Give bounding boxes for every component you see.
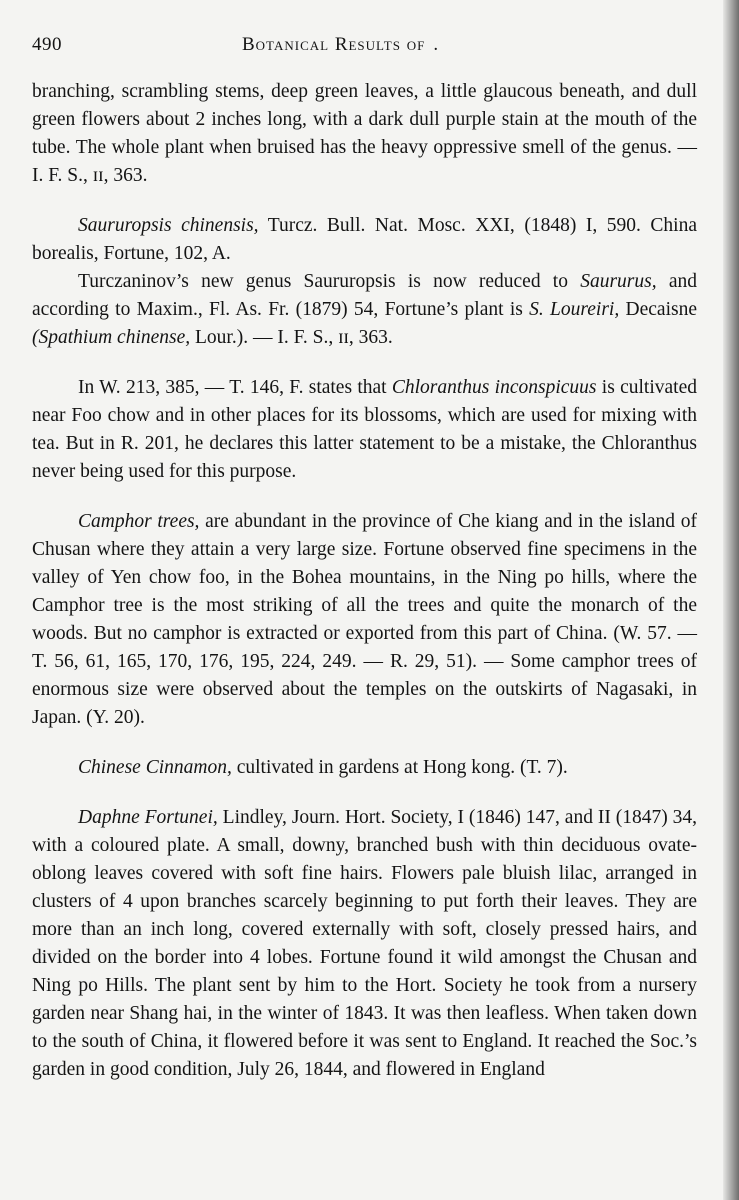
paragraph-daphne-fortunei (32, 804, 697, 1084)
page-number: 490 (32, 34, 62, 55)
species-name: Chloranthus inconspicuus (391, 377, 597, 398)
paragraph-text: Lour.). — I. F. S., ɪɪ, 363. (190, 327, 393, 348)
paragraph-text: In W. 213, 385, — T. 146, F. states that (78, 377, 392, 398)
paragraph-text: and according to Maxim., Fl. As. Fr. (1879) 54, Fortune’s plant is (32, 271, 698, 320)
species-name: (Spathium chinense, (32, 327, 191, 348)
paragraph-text: are abundant in the province of Che kiang and in the island of Chusan where they attain a very large size. Fortune observed fine specimens in the valley of Yen chow foo, in the Bohea mountains, in the Ning po hills, where the Camphor tree is the most striking of all the trees and quite the monarch of the woods. But no camphor is extracted or exported from this part of China. (W. 57. — T. 56, 61, 165, 170, 176, 195, 224, 249. — R. 29, 51). — Some camphor trees of enormous size were observed about the temples on the outskirts of Nagasaki, in Japan. (Y. 20). (32, 511, 697, 728)
paragraph-saururopsis-note (32, 268, 697, 352)
paragraph-saururopsis (32, 212, 697, 268)
running-head-dot: . (433, 34, 439, 55)
paragraph-text: Lindley, Journ. Hort. Society, I (1846) 147, and II (1847) 34, with a coloured plate. A small, downy, branched bush with thin deciduous ovate-oblong leaves covered with soft fine hairs. Flowers pale bluish lilac, arranged in clusters of 4 upon branches scarcely beginning to put forth their leaves. They are more than an inch long, covered externally with soft, closely pressed hairs, and divided on the border into 4 lobes. Fortune found it wild amongst the Chusan and Ning po Hills. The plant sent by him to the Hort. Society he took from a nursery garden near Shang hai, in the winter of 1843. It was then leafless. When taken down to the south of China, it flowered before it was sent to England. It reached the Soc.’s garden in good condition, July 26, 1844, and flowered in England (32, 807, 698, 1080)
page-header (32, 34, 697, 56)
species-name: Daphne Fortunei, (78, 807, 218, 828)
page-edge-shadow (723, 0, 739, 1200)
species-name: Saururus, (580, 271, 657, 292)
paragraph-text: is cultivated near Foo chow and in other places for its blossoms, which are used for mixing with tea. But in R. 201, he declares this latter statement to be a mistake, the Chloranthus never being used for this purpose. (32, 377, 697, 482)
species-name: Chinese Cinnamon, (78, 757, 232, 778)
species-name: S. Loureiri, (529, 299, 620, 320)
paragraph-chinese-cinnamon (32, 754, 697, 782)
paragraph-chloranthus (32, 374, 697, 486)
paragraph-text: branching, scrambling stems, deep green leaves, a little glaucous beneath, and dull green flowers about 2 inches long, with a dark dull purple stain at the mouth of the tube. The whole plant when bruised has the heavy oppressive smell of the genus. — I. F. S., ɪɪ, 363. (32, 81, 697, 186)
paragraph-camphor-trees (32, 508, 697, 732)
paragraph-text: Turczaninov’s new genus Saururopsis is now reduced to (78, 271, 581, 292)
species-name: Saururopsis chinensis, (78, 215, 259, 236)
species-name: Camphor trees, (78, 511, 200, 532)
paragraph-text: cultivated in gardens at Hong kong. (T. 7). (231, 757, 568, 778)
paragraph-text: Turcz. Bull. Nat. Mosc. XXI, (1848) I, 590. China borealis, Fortune, 102, A. (32, 215, 697, 264)
paragraph-text: Decaisne (619, 299, 697, 320)
running-head: Botanical Results of (242, 34, 426, 55)
paragraph-gymnotheca-continued (32, 78, 697, 190)
